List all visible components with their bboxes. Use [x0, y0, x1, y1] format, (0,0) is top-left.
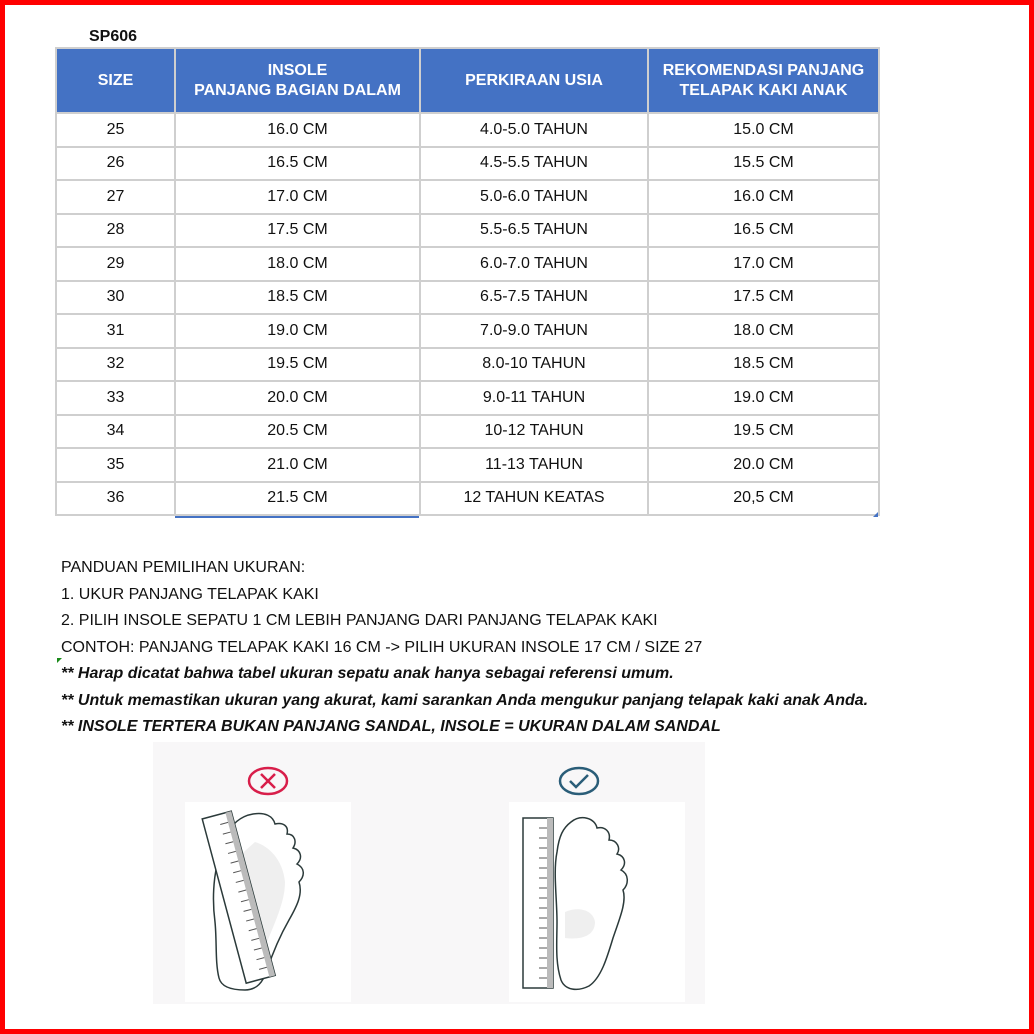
- cell-size: 32: [56, 348, 175, 382]
- cell-insole: 19.5 CM: [175, 348, 420, 382]
- cell-insole: 16.0 CM: [175, 113, 420, 147]
- cell-foot-length: 20.0 CM: [648, 448, 879, 482]
- cell-age: 12 TAHUN KEATAS: [420, 482, 648, 516]
- table-row: [56, 180, 879, 214]
- cell-insole: 20.5 CM: [175, 415, 420, 449]
- cell-size: 34: [56, 415, 175, 449]
- header-foot-line1: REKOMENDASI PANJANG: [662, 61, 865, 79]
- cell-insole: 18.0 CM: [175, 247, 420, 281]
- cell-age: 11-13 TAHUN: [420, 448, 648, 482]
- table-row: [56, 214, 879, 248]
- header-insole-line1: INSOLE: [267, 61, 328, 79]
- table-row: [56, 314, 879, 348]
- header-foot-length: [648, 48, 879, 113]
- cell-insole: 17.0 CM: [175, 180, 420, 214]
- table-row: [56, 448, 879, 482]
- check-circle-icon: [558, 766, 600, 796]
- cell-size: 25: [56, 113, 175, 147]
- measurement-illustration: [153, 742, 705, 1004]
- guide-step: 1. UKUR PANJANG TELAPAK KAKI: [61, 585, 319, 603]
- cell-insole: 20.0 CM: [175, 381, 420, 415]
- cell-age: 10-12 TAHUN: [420, 415, 648, 449]
- guide-note: ** Harap dicatat bahwa tabel ukuran sepatu anak hanya sebagai referensi umum.: [61, 665, 674, 682]
- cell-age: 5.0-6.0 TAHUN: [420, 180, 648, 214]
- size-guide: [61, 555, 868, 741]
- cell-foot-length: 17.0 CM: [648, 247, 879, 281]
- cell-insole: 19.0 CM: [175, 314, 420, 348]
- foot-straight-ruler-drawing: [509, 802, 685, 1002]
- cell-foot-length: 18.5 CM: [648, 348, 879, 382]
- cell-size: 26: [56, 147, 175, 181]
- guide-step: 2. PILIH INSOLE SEPATU 1 CM LEBIH PANJANG DARI PANJANG TELAPAK KAKI: [61, 612, 658, 629]
- cell-age: 8.0-10 TAHUN: [420, 348, 648, 382]
- cell-insole: 16.5 CM: [175, 147, 420, 181]
- cell-foot-length: 15.5 CM: [648, 147, 879, 181]
- guide-example: CONTOH: PANJANG TELAPAK KAKI 16 CM -> PILIH UKURAN INSOLE 17 CM / SIZE 27: [61, 638, 703, 656]
- correct-measurement-panel: [509, 802, 685, 1002]
- cell-foot-length: 15.0 CM: [648, 113, 879, 147]
- header-insole-line2: PANJANG BAGIAN DALAM: [194, 81, 401, 99]
- cell-insole: 18.5 CM: [175, 281, 420, 315]
- cell-age: 4.5-5.5 TAHUN: [420, 147, 648, 181]
- table-row: [56, 381, 879, 415]
- cell-age: 6.5-7.5 TAHUN: [420, 281, 648, 315]
- header-age-label: PERKIRAAN USIA: [465, 71, 603, 89]
- cell-foot-length: 19.0 CM: [648, 381, 879, 415]
- cell-size: 29: [56, 247, 175, 281]
- table-header-row: [56, 48, 879, 113]
- guide-title: PANDUAN PEMILIHAN UKURAN:: [61, 559, 306, 576]
- cell-size: 33: [56, 381, 175, 415]
- cell-insole: 21.5 CM: [175, 482, 420, 516]
- table-resize-handle: [873, 512, 878, 517]
- wrong-measurement-panel: [185, 802, 351, 1002]
- cell-foot-length: 18.0 CM: [648, 314, 879, 348]
- cell-insole: 17.5 CM: [175, 214, 420, 248]
- cell-age: 6.0-7.0 TAHUN: [420, 247, 648, 281]
- cell-foot-length: 19.5 CM: [648, 415, 879, 449]
- cell-size: 30: [56, 281, 175, 315]
- cell-foot-length: 20,5 CM: [648, 482, 879, 516]
- header-insole: [175, 48, 420, 113]
- cell-foot-length: 17.5 CM: [648, 281, 879, 315]
- cell-size: 31: [56, 314, 175, 348]
- cell-age: 9.0-11 TAHUN: [420, 381, 648, 415]
- comment-marker: [57, 658, 62, 663]
- table-row: [56, 113, 879, 147]
- cell-size: 28: [56, 214, 175, 248]
- table-row: [56, 281, 879, 315]
- size-chart-table: [55, 47, 880, 516]
- cell-foot-length: 16.5 CM: [648, 214, 879, 248]
- table-row: [56, 415, 879, 449]
- guide-note: ** INSOLE TERTERA BUKAN PANJANG SANDAL, INSOLE = UKURAN DALAM SANDAL: [61, 718, 721, 735]
- guide-note: ** Untuk memastikan ukuran yang akurat, kami sarankan Anda mengukur panjang telapak kaki anak Anda.: [61, 691, 869, 709]
- foot-angled-ruler-drawing: [185, 802, 351, 1002]
- cell-insole: 21.0 CM: [175, 448, 420, 482]
- header-size: [56, 48, 175, 113]
- cell-age: 5.5-6.5 TAHUN: [420, 214, 648, 248]
- cell-age: 7.0-9.0 TAHUN: [420, 314, 648, 348]
- cell-selection-underline: [175, 516, 419, 518]
- header-foot-line2: TELAPAK KAKI ANAK: [679, 81, 848, 99]
- x-circle-icon: [247, 766, 289, 796]
- cell-size: 36: [56, 482, 175, 516]
- cell-size: 35: [56, 448, 175, 482]
- ruler-icon: [523, 818, 553, 988]
- cell-size: 27: [56, 180, 175, 214]
- table-row: [56, 348, 879, 382]
- table-row: [56, 247, 879, 281]
- cell-foot-length: 16.0 CM: [648, 180, 879, 214]
- product-code: SP606: [89, 28, 138, 45]
- cell-age: 4.0-5.0 TAHUN: [420, 113, 648, 147]
- header-age: [420, 48, 648, 113]
- table-row: [56, 147, 879, 181]
- header-size-label: SIZE: [97, 71, 134, 89]
- table-row: [56, 482, 879, 516]
